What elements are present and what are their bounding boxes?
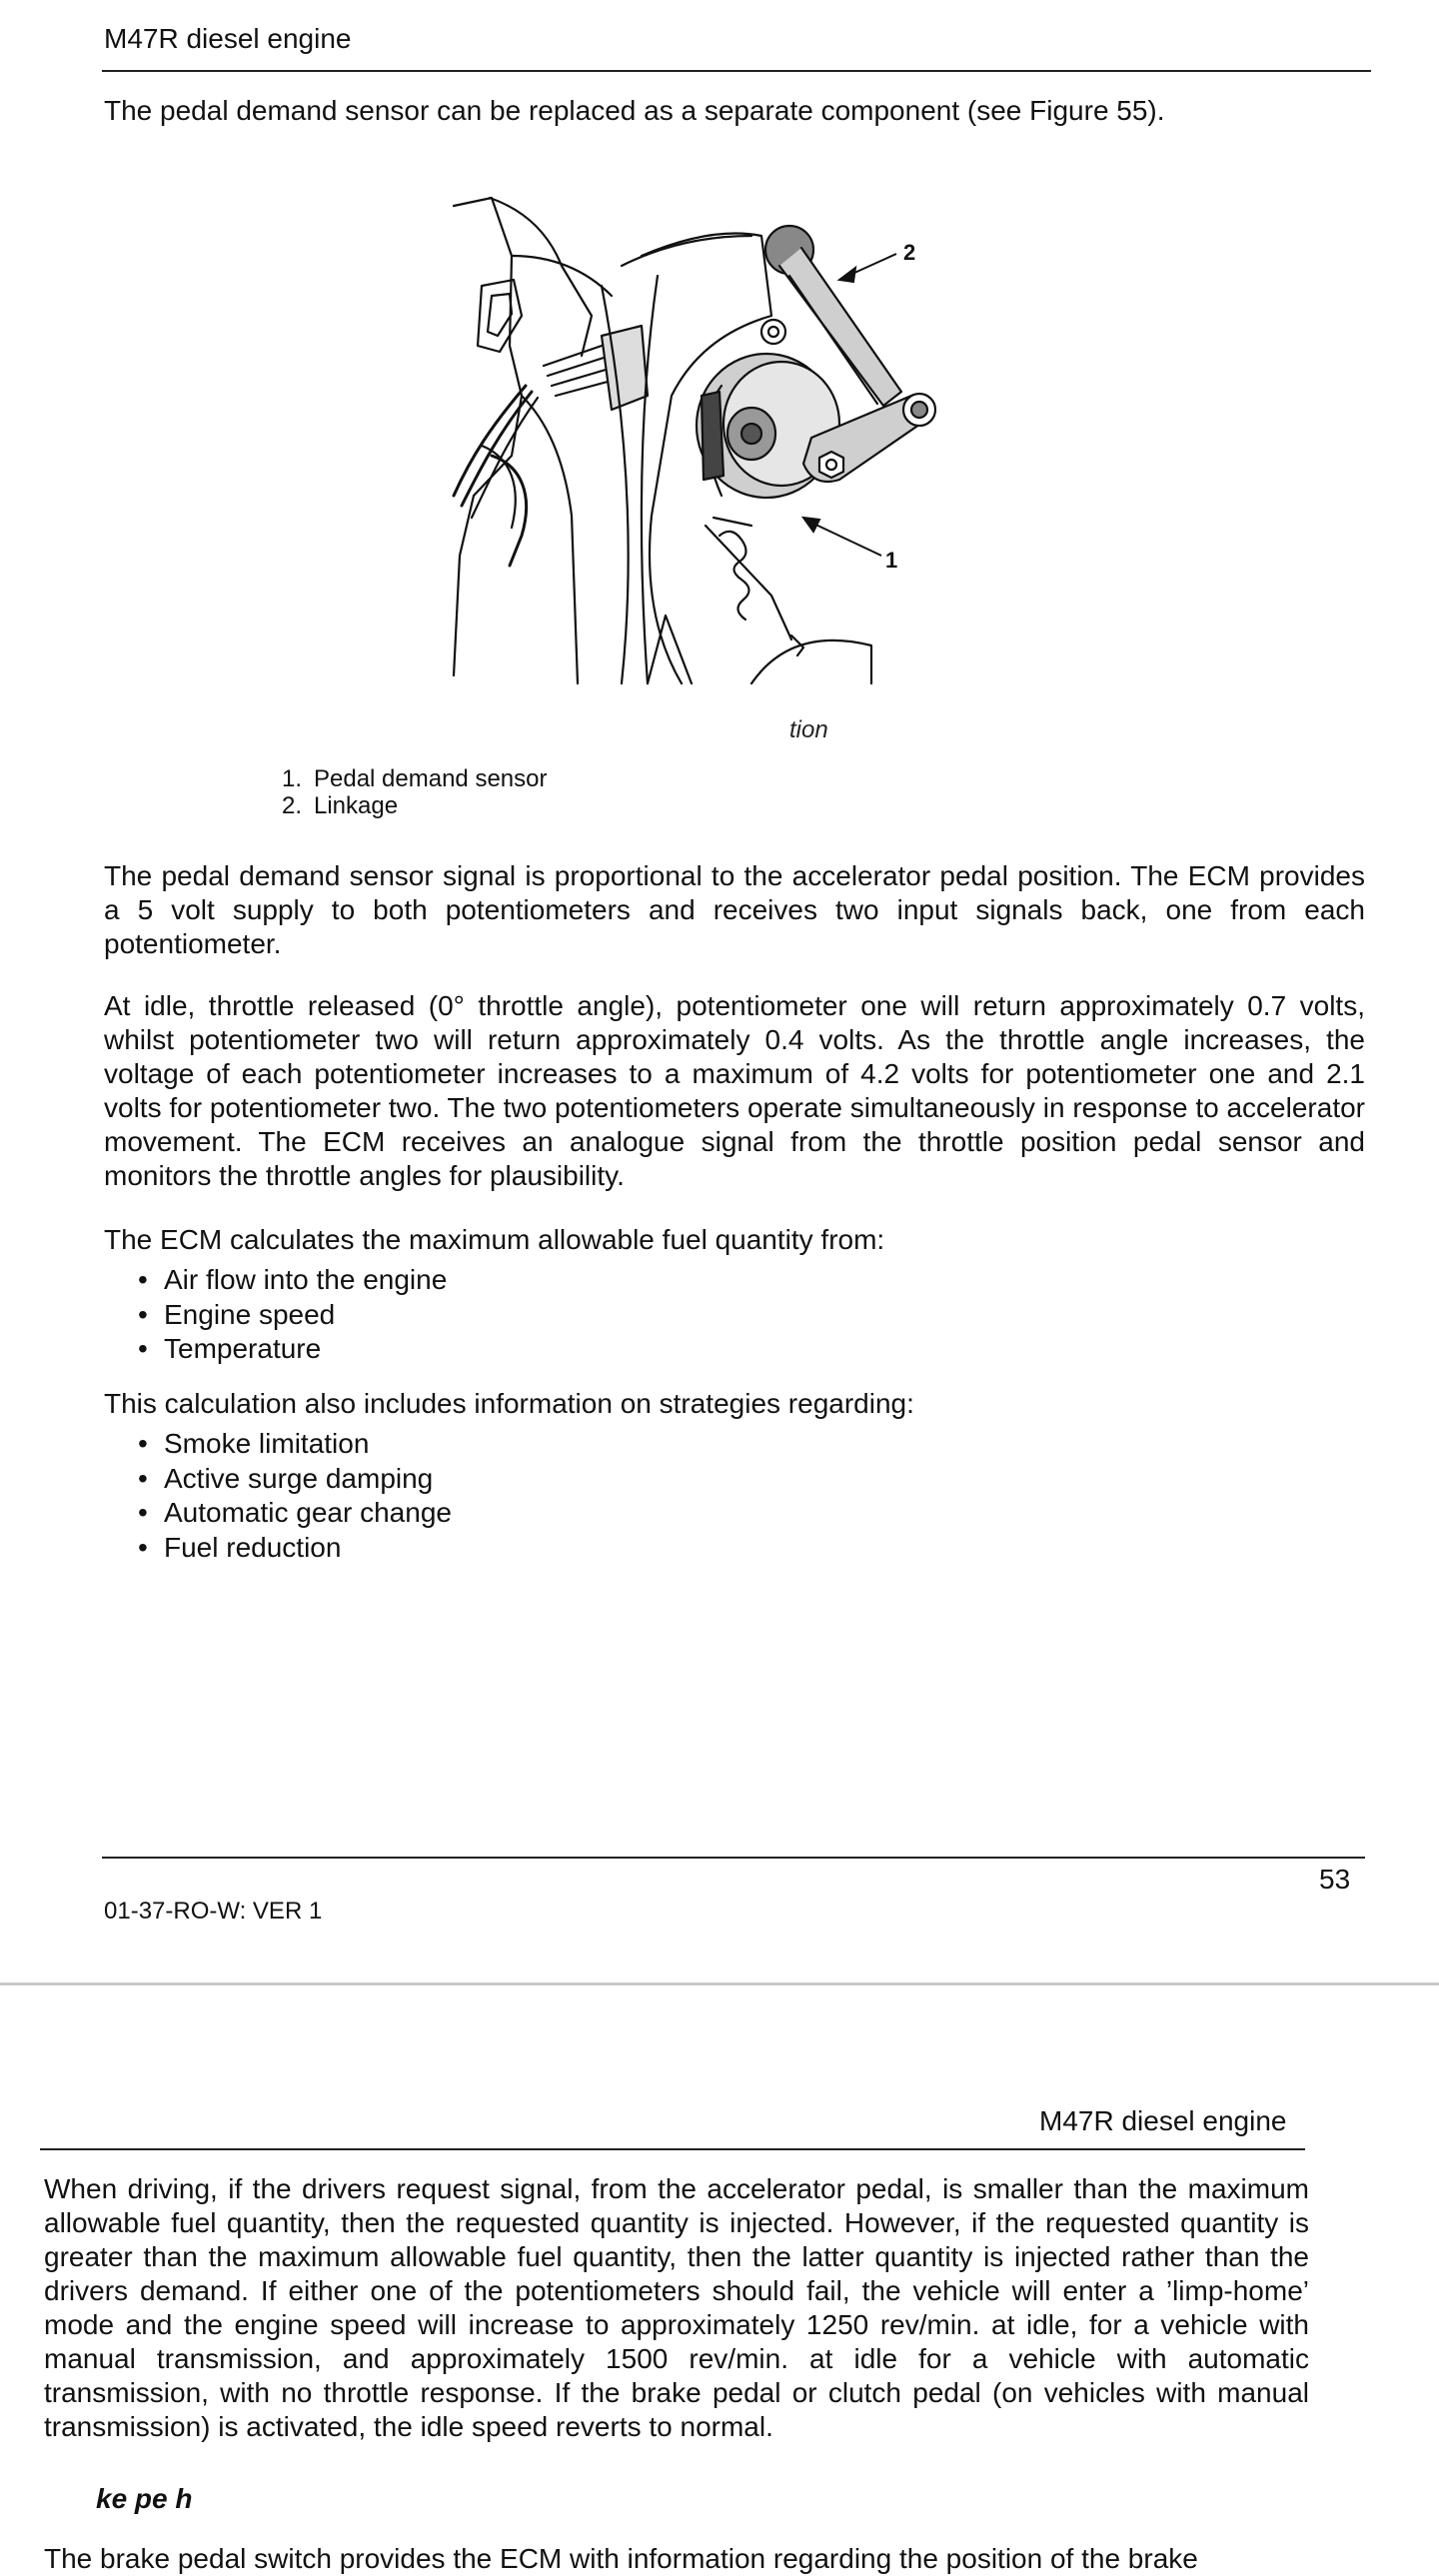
page2-header: M47R diesel engine	[1039, 2105, 1287, 2136]
bullet-icon: •	[138, 1333, 148, 1364]
pedal-sensor-illustration	[452, 196, 941, 683]
page-number: 53	[1319, 1864, 1351, 1895]
list-item: • Smoke limitation	[104, 1427, 452, 1462]
list-item: • Active surge damping	[104, 1462, 452, 1497]
page-separator	[0, 1982, 1439, 1985]
intro-text: The pedal demand sensor can be replaced as a separate component (see Figure 55).	[104, 95, 1165, 126]
page-header: M47R diesel engine	[104, 23, 352, 54]
list-item: • Temperature	[104, 1332, 447, 1367]
bullet-icon: •	[138, 1462, 148, 1494]
bullet-icon: •	[138, 1264, 148, 1295]
list-item: • Engine speed	[104, 1298, 447, 1333]
paragraph-idle-voltages: At idle, throttle released (0° throttle angle), potentiometer one will return approximately 0.7 volts, whilst potentiometer two will return approximately 0.4 volts. As the throttle angle increases, the voltage of each potentiometer increases to a maximum of 4.2 volts for potentiometer one and 2.1 volts for potentiometer two. The two potentiometers operate simultaneously in response to accelerator movement. The ECM receives an analogue signal from the throttle position pedal sensor and monitors the throttle angles for plausibility.	[104, 990, 1365, 1191]
bullet-icon: •	[138, 1298, 148, 1330]
bullet-icon: •	[138, 1497, 148, 1528]
footer-divider	[102, 1857, 1365, 1859]
document-code: 01-37-RO-W: VER 1	[104, 1898, 323, 1925]
legend-label: Linkage	[314, 792, 399, 819]
callout-2: 2	[903, 240, 916, 265]
header-divider	[102, 70, 1371, 72]
page2-header-divider	[40, 2148, 1305, 2150]
legend-label: Pedal demand sensor	[314, 765, 548, 792]
fuel-inputs-list	[104, 1263, 447, 1367]
legend-number: 2.	[281, 792, 302, 819]
paragraph-ecm-calculation: The ECM calculates the maximum allowable fuel quantity from:	[104, 1224, 885, 1255]
callout-1: 1	[885, 548, 898, 573]
cutoff-paragraph: The brake pedal switch provides the ECM with information regarding the position of the brake	[44, 2543, 1198, 2574]
list-item: • Air flow into the engine	[104, 1263, 447, 1298]
pedal-sensor-figure	[452, 196, 941, 683]
list-item: • Fuel reduction	[104, 1531, 452, 1566]
bullet-icon: •	[138, 1428, 148, 1459]
strategies-list	[104, 1427, 452, 1565]
figure-legend	[262, 765, 547, 819]
paragraph-signal: The pedal demand sensor signal is proportional to the accelerator pedal position. The ECM provides a 5 volt supply to both potentiometers and receives two input signals back, one from each potentiometer.	[104, 860, 1365, 959]
legend-item	[262, 792, 547, 819]
legend-item	[262, 765, 547, 792]
paragraph-limp-home: When driving, if the drivers request signal, from the accelerator pedal, is smaller than the maximum allowable fuel quantity, then the requested quantity is injected. However, if the requested quantity is greater than the maximum allowable fuel quantity, then the latter quantity is injected rather than the drivers demand. If either one of the potentiometers should fail, the vehicle will enter a ’limp-home’ mode and the engine speed will increase to approximately 1250 rev/min. at idle, for a vehicle with manual transmission, and approximately 1500 rev/min. at idle for a vehicle with automatic transmission, with no throttle response. If the brake pedal or clutch pedal (on vehicles with manual transmission) is activated, the idle speed reverts to normal.	[44, 2173, 1309, 2442]
section-subheading: ke pe h	[96, 2483, 193, 2514]
list-item: • Automatic gear change	[104, 1496, 452, 1531]
bullet-icon: •	[138, 1531, 148, 1563]
legend-number: 1.	[281, 765, 302, 792]
figure-caption: tion	[789, 716, 828, 743]
paragraph-strategies: This calculation also includes information on strategies regarding:	[104, 1388, 914, 1419]
